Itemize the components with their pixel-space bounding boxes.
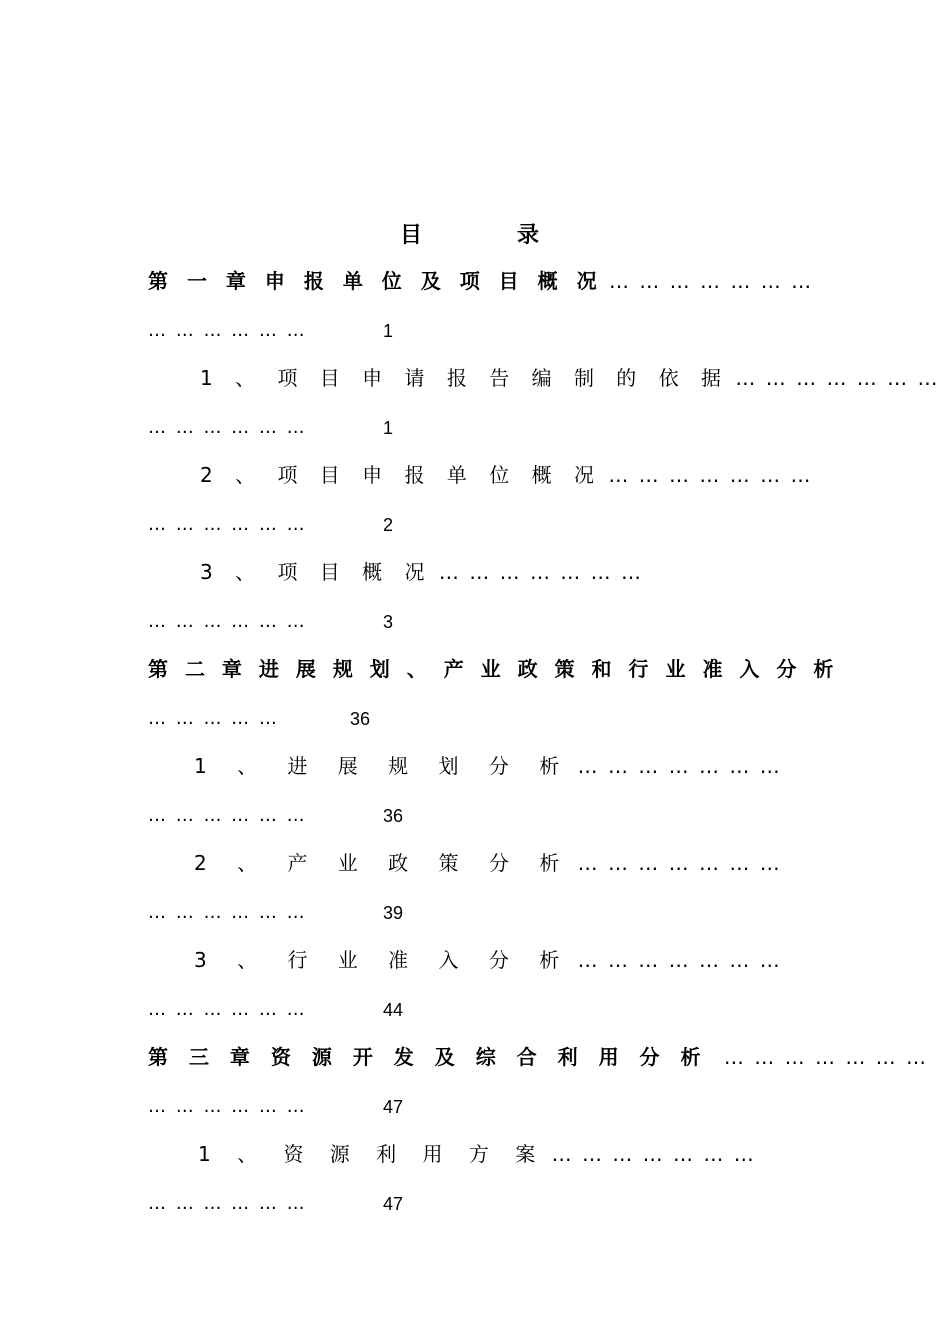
- toc-entry-label: 3 、 行 业 准 入 分 析: [194, 948, 572, 972]
- toc-continuation: [148, 607, 348, 637]
- toc-continuation: [148, 995, 348, 1025]
- toc-page-number: 39: [383, 903, 404, 923]
- toc-entry-section[interactable]: [194, 749, 798, 783]
- toc-continuation: [148, 1189, 348, 1219]
- toc-entry-label: 第 二 章 进 展 规 划 、 产 业 政 策 和 行 业 准 入 分 析: [148, 657, 839, 681]
- toc-continuation: [148, 801, 348, 831]
- toc-leader: … … … … … …: [148, 611, 307, 632]
- toc-page-number: 47: [383, 1097, 404, 1117]
- toc-entry-chapter-1[interactable]: [148, 264, 814, 298]
- toc-entry-section[interactable]: [200, 361, 940, 395]
- toc-leader: … … … … … …: [148, 417, 307, 438]
- toc-entry-section[interactable]: [194, 943, 798, 977]
- toc-continuation: [148, 704, 348, 734]
- toc-continuation: [148, 316, 348, 346]
- toc-page-number: 3: [383, 612, 394, 632]
- toc-leader: … … … … … …: [148, 320, 307, 341]
- toc-leader: … … … … … … …: [577, 754, 782, 778]
- toc-entry-label: 1 、 进 展 规 划 分 析: [194, 754, 572, 778]
- toc-leader: … … … … … … …: [577, 851, 782, 875]
- toc-leader: … … … … … …: [148, 902, 307, 923]
- toc-entry-section[interactable]: [200, 458, 813, 492]
- toc-page-number: 2: [383, 515, 394, 535]
- toc-leader: … … … … … … …: [551, 1142, 756, 1166]
- toc-leader: … … … … …: [148, 708, 279, 729]
- toc-entry-section[interactable]: [200, 555, 798, 589]
- toc-leader: … … … … … … …: [608, 269, 814, 293]
- toc-page-number: 44: [383, 1000, 404, 1020]
- toc-entry-label: 2 、 项 目 申 报 单 位 概 况: [200, 463, 602, 487]
- toc-entry-chapter-2[interactable]: [148, 652, 839, 686]
- toc-title-right: 录: [517, 223, 540, 248]
- toc-entry-section[interactable]: [194, 846, 798, 880]
- toc-entry-label: 2 、 产 业 政 策 分 析: [194, 851, 572, 875]
- toc-entry-label: 第 一 章 申 报 单 位 及 项 目 概 况: [148, 269, 603, 293]
- toc-entry-section[interactable]: [198, 1137, 798, 1171]
- toc-leader: … … … … … …: [148, 999, 307, 1020]
- toc-leader: … … … … … …: [148, 514, 307, 535]
- toc-continuation: [148, 510, 348, 540]
- toc-leader: … … … … … … …: [577, 948, 782, 972]
- toc-leader: … … … … … …: [148, 1096, 307, 1117]
- toc-entry-chapter-3[interactable]: [148, 1040, 929, 1074]
- toc-entry-label: 第 三 章 资 源 开 发 及 综 合 利 用 分 析: [148, 1045, 708, 1069]
- toc-title-left: 目: [400, 223, 423, 248]
- toc-title: [0, 218, 950, 250]
- toc-leader: … … … … … …: [148, 805, 307, 826]
- toc-leader: … … … … … … …: [723, 1045, 929, 1069]
- toc-entry-label: 3 、 项 目 概 况: [200, 560, 433, 584]
- toc-continuation: [148, 898, 348, 928]
- toc-leader: … … … … … … …: [438, 560, 644, 584]
- toc-page-number: 47: [383, 1194, 404, 1214]
- toc-leader: … … … … … … …: [735, 366, 940, 390]
- toc-entry-label: 1 、 项 目 申 请 报 告 编 制 的 依 据: [200, 366, 730, 390]
- toc-leader: … … … … … … …: [608, 463, 813, 487]
- toc-leader: … … … … … …: [148, 1193, 307, 1214]
- toc-continuation: [148, 413, 348, 443]
- toc-page-number: 1: [383, 418, 394, 438]
- toc-page-number: 36: [383, 806, 404, 826]
- toc-page-number: 36: [350, 709, 371, 729]
- toc-entry-label: 1 、 资 源 利 用 方 案: [198, 1142, 546, 1166]
- toc-page-number: 1: [383, 321, 394, 341]
- toc-continuation: [148, 1092, 348, 1122]
